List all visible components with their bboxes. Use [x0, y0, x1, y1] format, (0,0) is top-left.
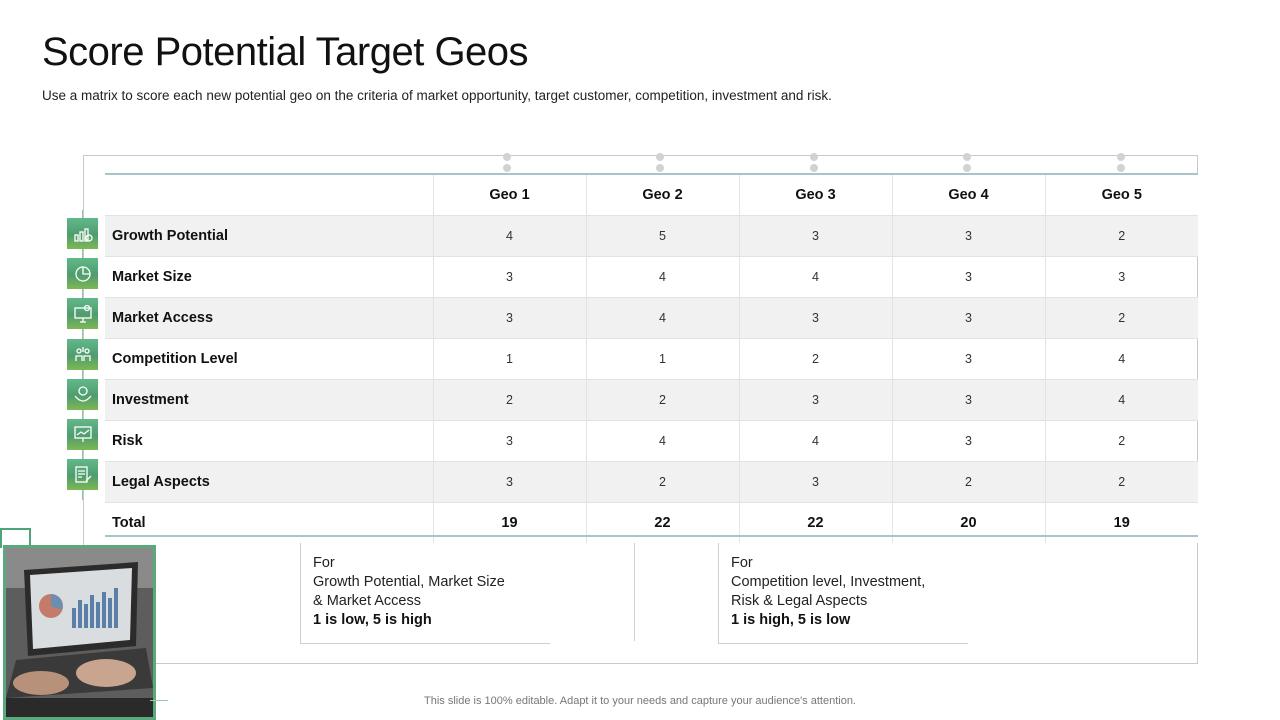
column-dots-icon: [808, 150, 820, 170]
scale-note-high-low: [718, 543, 968, 644]
column-dots-icon: [1115, 150, 1127, 170]
score-cell: 4: [739, 421, 892, 462]
score-cell: 4: [586, 257, 739, 298]
score-cell: 4: [739, 257, 892, 298]
note-scale: 1 is high, 5 is low: [731, 612, 851, 628]
column-header-geo-5: Geo 5: [1045, 175, 1198, 216]
score-cell: 3: [892, 298, 1045, 339]
table-row-competition-level: [105, 339, 1198, 380]
table-row-market-size: [105, 257, 1198, 298]
score-cell: 2: [586, 380, 739, 421]
score-cell: 4: [1045, 380, 1198, 421]
row-label: Risk: [105, 421, 433, 462]
row-label: Market Access: [105, 298, 433, 339]
total-cell: 20: [892, 503, 1045, 544]
note-line: Risk & Legal Aspects: [731, 593, 868, 609]
score-cell: 3: [433, 462, 586, 503]
score-cell: 4: [433, 216, 586, 257]
table-header-row: [105, 175, 1198, 216]
score-cell: 3: [739, 462, 892, 503]
score-cell: 3: [739, 216, 892, 257]
score-cell: 3: [1045, 257, 1198, 298]
score-cell: 5: [586, 216, 739, 257]
criteria-icon-column: [67, 218, 98, 499]
score-cell: 4: [586, 421, 739, 462]
notes-divider: [634, 543, 635, 641]
total-cell: 22: [586, 503, 739, 544]
page-subtitle: Use a matrix to score each new potential geo on the criteria of market opportunity, target customer, competition, investment and risk.: [42, 88, 832, 103]
column-dots-icon: [501, 150, 513, 170]
score-matrix-table: [105, 175, 1198, 543]
monitor-dollar-icon: [67, 298, 98, 329]
row-label: Growth Potential: [105, 216, 433, 257]
score-cell: 2: [433, 380, 586, 421]
score-cell: 3: [892, 216, 1045, 257]
table-row-market-access: [105, 298, 1198, 339]
score-cell: 3: [739, 298, 892, 339]
table-row-legal-aspects: [105, 462, 1198, 503]
score-cell: 2: [586, 462, 739, 503]
score-cell: 3: [892, 421, 1045, 462]
total-cell: 19: [433, 503, 586, 544]
score-cell: 3: [892, 380, 1045, 421]
score-cell: 2: [1045, 298, 1198, 339]
laptop-photo: [0, 528, 156, 720]
presentation-board-icon: [67, 419, 98, 450]
row-label: Market Size: [105, 257, 433, 298]
table-row-investment: [105, 380, 1198, 421]
table-bottom-rule: [105, 535, 1198, 537]
score-cell: 4: [586, 298, 739, 339]
row-label: Investment: [105, 380, 433, 421]
total-cell: 22: [739, 503, 892, 544]
row-label: Competition Level: [105, 339, 433, 380]
money-hands-icon: [67, 379, 98, 410]
column-dots-icon: [961, 150, 973, 170]
column-header-geo-3: Geo 3: [739, 175, 892, 216]
note-line: For: [731, 555, 753, 571]
score-cell: 2: [892, 462, 1045, 503]
score-cell: 3: [433, 298, 586, 339]
growth-chart-icon: [67, 218, 98, 249]
laptop-illustration: [6, 548, 153, 717]
competitors-icon: [67, 339, 98, 370]
table-row-risk: [105, 421, 1198, 462]
row-label: Legal Aspects: [105, 462, 433, 503]
column-header-geo-2: Geo 2: [586, 175, 739, 216]
legal-document-icon: [67, 459, 98, 490]
score-cell: 3: [739, 380, 892, 421]
score-cell: 1: [433, 339, 586, 380]
laptop-dashboard-image: [3, 545, 156, 720]
total-cell: 19: [1045, 503, 1198, 544]
score-cell: 3: [892, 339, 1045, 380]
note-scale: 1 is low, 5 is high: [313, 612, 432, 628]
score-cell: 3: [892, 257, 1045, 298]
score-cell: 3: [433, 421, 586, 462]
note-line: For: [313, 555, 335, 571]
pie-chart-icon: [67, 258, 98, 289]
score-cell: 2: [1045, 421, 1198, 462]
criteria-header: [105, 175, 433, 216]
score-cell: 2: [1045, 462, 1198, 503]
score-cell: 1: [586, 339, 739, 380]
column-dots-icon: [654, 150, 666, 170]
note-line: & Market Access: [313, 593, 421, 609]
page-title: Score Potential Target Geos: [42, 30, 529, 74]
column-header-geo-1: Geo 1: [433, 175, 586, 216]
column-header-geo-4: Geo 4: [892, 175, 1045, 216]
note-line: Growth Potential, Market Size: [313, 574, 505, 590]
note-line: Competition level, Investment,: [731, 574, 926, 590]
total-label: Total: [105, 503, 433, 544]
score-cell: 3: [433, 257, 586, 298]
score-cell: 2: [739, 339, 892, 380]
table-row-growth-potential: [105, 216, 1198, 257]
score-cell: 4: [1045, 339, 1198, 380]
scale-note-low-high: [300, 543, 550, 644]
footer-note: This slide is 100% editable. Adapt it to your needs and capture your audience's attention.: [424, 695, 856, 707]
score-cell: 2: [1045, 216, 1198, 257]
